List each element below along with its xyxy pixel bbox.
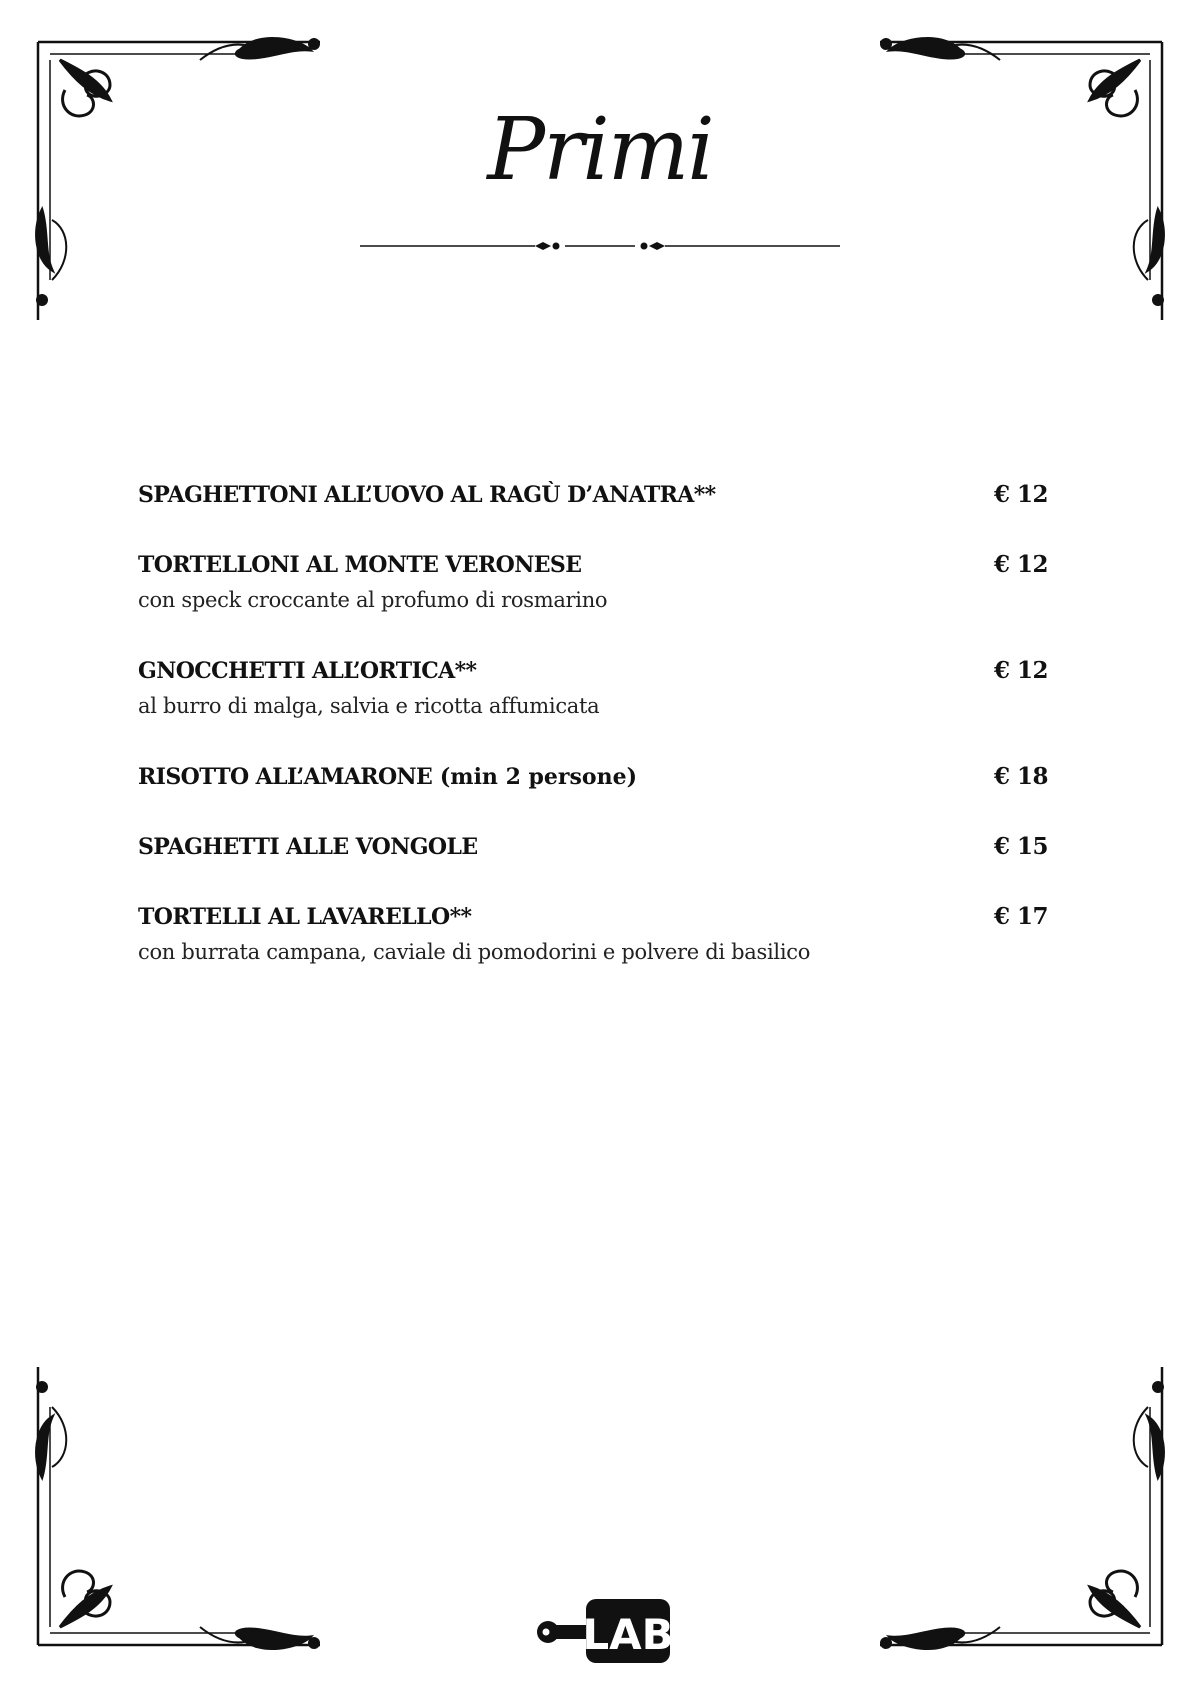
dish-description: con speck croccante al profumo di rosmarino (138, 588, 608, 612)
menu-item (138, 550, 1048, 616)
logo-text: LAB (582, 1610, 674, 1659)
dish-description: con burrata campana, caviale di pomodorini e polvere di basilico (138, 940, 811, 964)
dish-price: € 15 (993, 833, 1048, 860)
menu-item (138, 762, 1048, 792)
dish-name: SPAGHETTONI ALL’UOVO AL RAGÙ D’ANATRA** (138, 482, 716, 508)
menu-item (138, 832, 1048, 862)
menu-item (138, 656, 1048, 722)
dish-name: SPAGHETTI ALLE VONGOLE (138, 834, 478, 860)
dish-price: € 17 (993, 903, 1048, 930)
menu-item (138, 480, 1048, 510)
dish-price: € 12 (993, 551, 1048, 578)
dish-name: TORTELLONI AL MONTE VERONESE (138, 552, 582, 578)
dish-price: € 12 (993, 481, 1048, 508)
dish-name: GNOCCHETTI ALL’ORTICA** (138, 658, 477, 684)
dish-name: TORTELLI AL LAVARELLO** (138, 904, 472, 930)
page-title: Primi (487, 100, 713, 200)
bottom-left-ornament-icon (20, 1367, 330, 1667)
bottom-right-ornament-icon (870, 1367, 1180, 1667)
ornamental-divider-icon (360, 238, 840, 254)
dish-price: € 18 (993, 763, 1048, 790)
dish-name: RISOTTO ALL’AMARONE (min 2 persone) (138, 764, 637, 790)
dish-description: al burro di malga, salvia e ricotta affumicata (138, 694, 600, 718)
menu-item (138, 902, 1048, 968)
menu-list (138, 480, 1048, 1008)
cutting-board-logo-icon (534, 1595, 674, 1667)
dish-price: € 12 (993, 657, 1048, 684)
